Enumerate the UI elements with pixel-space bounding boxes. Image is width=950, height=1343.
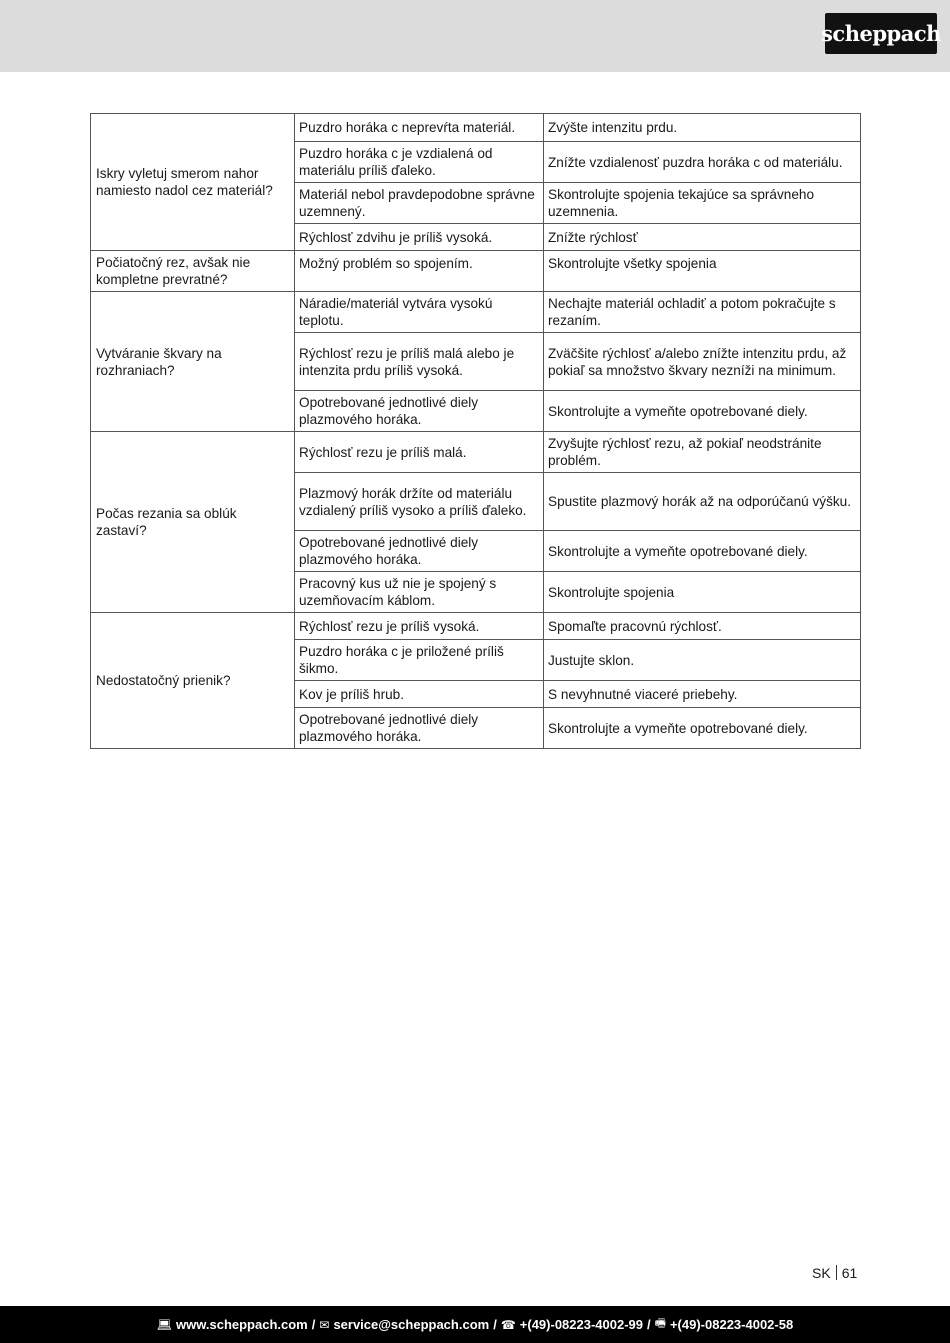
cause-cell: Rýchlosť zdvihu je príliš vysoká.	[295, 224, 544, 251]
cause-cell: Rýchlosť rezu je príliš vysoká.	[295, 613, 544, 640]
divider	[836, 1265, 837, 1280]
cause-cell: Rýchlosť rezu je príliš malá alebo je intenzita prdu príliš vysoká.	[295, 333, 544, 391]
computer-icon: 💻︎	[156, 1317, 173, 1332]
cause-cell: Puzdro horáka c neprevŕta materiál.	[295, 114, 544, 142]
cause-cell: Plazmový horák držíte od materiálu vzdialený príliš vysoko a príliš ďaleko.	[295, 473, 544, 531]
problem-cell: Iskry vyletuj smerom nahor namiesto nadol cez materiál?	[91, 114, 295, 251]
troubleshooting-table	[90, 113, 861, 749]
cause-cell: Materiál nebol pravdepodobne správne uzemnený.	[295, 183, 544, 224]
cause-cell: Opotrebované jednotlivé diely plazmového horáka.	[295, 391, 544, 432]
cause-cell: Puzdro horáka c je vzdialená od materiálu príliš ďaleko.	[295, 142, 544, 183]
remedy-cell: Zvyšujte rýchlosť rezu, až pokiaľ neodstránite problém.	[544, 432, 861, 473]
remedy-cell: Skontrolujte všetky spojenia	[544, 251, 861, 292]
cause-cell: Opotrebované jednotlivé diely plazmového horáka.	[295, 708, 544, 749]
fax-number: +(49)-08223-4002-58	[669, 1317, 794, 1332]
page-number-value: 61	[841, 1265, 858, 1281]
phone-number: +(49)-08223-4002-99	[519, 1317, 644, 1332]
table-row	[91, 114, 861, 142]
email-link[interactable]: service@scheppach.com	[333, 1317, 490, 1332]
remedy-cell: Zvýšte intenzitu prdu.	[544, 114, 861, 142]
cause-cell: Opotrebované jednotlivé diely plazmového horáka.	[295, 531, 544, 572]
language-code: SK	[812, 1265, 831, 1281]
remedy-cell: Znížte vzdialenosť puzdra horáka c od materiálu.	[544, 142, 861, 183]
fax-icon: 🖷︎	[654, 1316, 666, 1330]
scheppach-logo: scheppach	[825, 13, 937, 54]
cause-cell: Náradie/materiál vytvára vysokú teplotu.	[295, 292, 544, 333]
remedy-cell: Znížte rýchlosť	[544, 224, 861, 251]
page-number	[812, 1265, 857, 1281]
problem-cell: Vytváranie škvary na rozhraniach?	[91, 292, 295, 432]
envelope-icon: ✉	[319, 1317, 330, 1332]
remedy-cell: Skontrolujte a vymeňte opotrebované diely.	[544, 531, 861, 572]
telephone-icon: ☎	[500, 1317, 516, 1332]
table-row	[91, 251, 861, 292]
cause-cell: Možný problém so spojením.	[295, 251, 544, 292]
remedy-cell: Zväčšite rýchlosť a/alebo znížte intenzitu prdu, až pokiaľ sa množstvo škvary nezníži na minimum.	[544, 333, 861, 391]
cause-cell: Puzdro horáka c je priložené príliš šikmo.	[295, 640, 544, 681]
cause-cell: Kov je príliš hrub.	[295, 681, 544, 708]
remedy-cell: Justujte sklon.	[544, 640, 861, 681]
remedy-cell: Skontrolujte a vymeňte opotrebované diely.	[544, 391, 861, 432]
footer-bar: 💻︎ www.scheppach.com / ✉ service@scheppach.com / ☎ +(49)-08223-4002-99 / 🖷︎ +(49)-08223-4002-58	[0, 1306, 950, 1343]
problem-cell: Nedostatočný prienik?	[91, 613, 295, 749]
cause-cell: Rýchlosť rezu je príliš malá.	[295, 432, 544, 473]
table-row	[91, 613, 861, 640]
remedy-cell: S nevyhnutné viaceré priebehy.	[544, 681, 861, 708]
remedy-cell: Nechajte materiál ochladiť a potom pokračujte s rezaním.	[544, 292, 861, 333]
remedy-cell: Skontrolujte spojenia tekajúce sa správneho uzemnenia.	[544, 183, 861, 224]
problem-cell: Počiatočný rez, avšak nie kompletne prevratné?	[91, 251, 295, 292]
cause-cell: Pracovný kus už nie je spojený s uzemňovacím káblom.	[295, 572, 544, 613]
header-band	[0, 0, 950, 72]
remedy-cell: Skontrolujte a vymeňte opotrebované diely.	[544, 708, 861, 749]
table-row	[91, 432, 861, 473]
problem-cell: Počas rezania sa oblúk zastaví?	[91, 432, 295, 613]
remedy-cell: Skontrolujte spojenia	[544, 572, 861, 613]
website-link[interactable]: www.scheppach.com	[176, 1317, 308, 1332]
table-row	[91, 292, 861, 333]
remedy-cell: Spustite plazmový horák až na odporúčanú výšku.	[544, 473, 861, 531]
remedy-cell: Spomaľte pracovnú rýchlosť.	[544, 613, 861, 640]
